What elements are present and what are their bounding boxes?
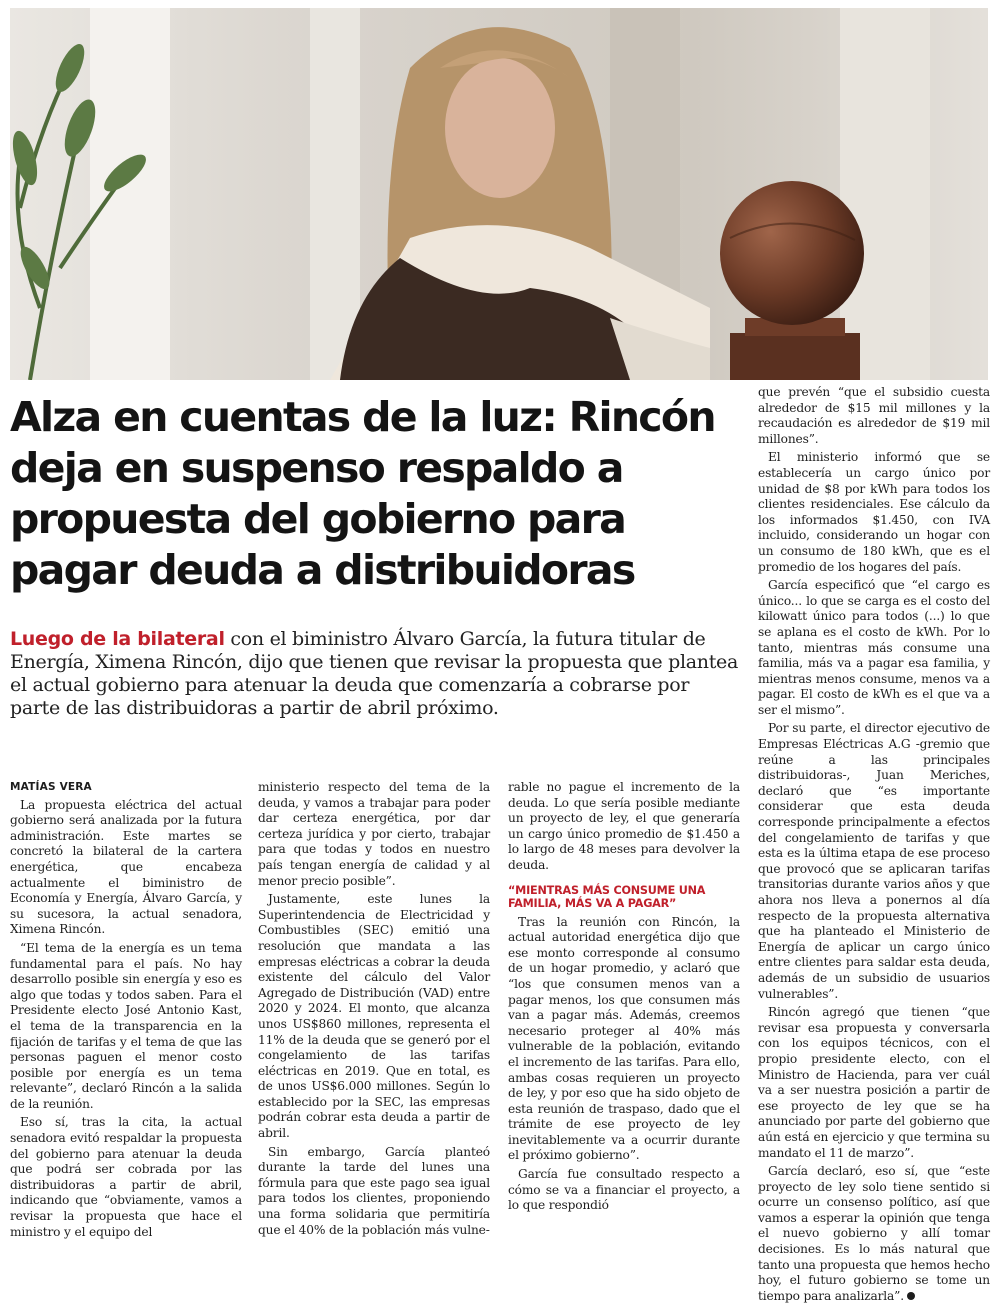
paragraph-text: García declaró, eso sí, que “este proyecto de ley solo tiene sentido si ocurre un consenso político, así que vamos a esperar la opinión que tenga el nuevo gobierno y allí tomar decisiones. Es lo más natural que tanto una propuesta que hemos hecho hoy, el futuro gobierno se tome un tiempo para analizarla”. (758, 1164, 990, 1303)
paragraph (758, 1164, 990, 1304)
lead-paragraph (10, 628, 740, 720)
lead-kicker: Luego de la bilateral (10, 628, 225, 650)
paragraph: Tras la reunión con Rincón, la actual autoridad energética dijo que ese monto corresponde al consumo de un hogar promedio, y aclaró que “los que consumen menos van a pagar menos, los que consumen más van a pagar más. Además, creemos necesario proteger al 40% más vulnerable de la población, evitando el incremento de las tarifas. Para ello, ambas cosas requieren un proyecto de ley, y por eso que ha sido objeto de esta reunión de traspaso, dado que el trámite de ese proyecto de ley inevitablemente va a ocurrir durante el próximo gobierno”. (508, 914, 740, 1163)
paragraph: El ministerio informó que se establecería un cargo único por unidad de $8 por kWh para todos los clientes residenciales. Ese cálculo da los informados $1.450, con IVA incluido, considerando un hogar con un consumo de 180 kWh, que es el promedio de los hogares del país. (758, 450, 990, 574)
lead-text: con el biministro Álvaro García, la futura titular de Energía, Ximena Rincón, dijo que tienen que revisar la propuesta que plantea el actual gobierno para atenuar la deuda que comenzaría a cobrarse por parte de las distribuidoras a partir de abril próximo. (10, 628, 739, 719)
paragraph: ministerio respecto del tema de la deuda, y vamos a trabajar para poder dar certeza energética, por dar certeza jurídica y por cierto, trabajar para que todas y todos en nuestro país tengan energía de calidad y al menor precio posible”. (258, 780, 490, 888)
paragraph: Justamente, este lunes la Superintendencia de Electricidad y Combustibles (SEC) emitió una resolución que mandata a las empresas eléctricas a cobrar la deuda existente del cálculo del Valor Agregado de Distribución (VAD) entre 2020 y 2024. El monto, que alcanza unos US$860 millones, representa el 11% de la deuda que se generó por el congelamiento de las tarifas eléctricas en 2019. Que en total, es de unos US$6.000 millones. Según lo establecido por la SEC, las empresas podrán cobrar esta deuda a partir de abril. (258, 892, 490, 1141)
article-column-1 (10, 780, 242, 1243)
paragraph: “El tema de la energía es un tema fundamental para el país. No hay desarrollo posible sin energía y eso es algo que todas y todos saben. Para el Presidente electo José Antonio Kast, el tema de la transparencia en la fijación de tarifas y el tema de que las personas paguen el menor costo posible por energía es un tema relevante”, declaró Rincón a la salida de la reunión. (10, 940, 242, 1111)
paragraph: Sin embargo, García planteó durante la tarde del lunes una fórmula para que este pago sea igual para todos los clientes, proponiendo una forma solidaria que permitiría que el 40% de la población más vulne- (258, 1144, 490, 1237)
article-column-3 (508, 780, 740, 1217)
paragraph: Eso sí, tras la cita, la actual senadora evitó respaldar la propuesta del gobierno para atenuar la deuda que podrá ser cobrada por las distribuidoras a partir de abril, indicando que “obviamente, vamos a revisar la propuesta que hace el ministro y el equipo del (10, 1115, 242, 1239)
headline: Alza en cuentas de la luz: Rincón deja en suspenso respaldo a propuesta del gobierno para pagar deuda a distribuidoras (10, 393, 715, 594)
paragraph: La propuesta eléctrica del actual gobierno será analizada por la futura administración. Este martes se concretó la bilateral de la cartera energética, que encabeza actualmente el biministro de Economía y Energía, Álvaro García, y su sucesora, la actual senadora, Ximena Rincón. (10, 797, 242, 937)
paragraph: que prevén “que el subsidio cuesta alrededor de $15 mil millones y la recaudación es alrededor de $19 mil millones”. (758, 385, 990, 446)
article-column-2 (258, 780, 490, 1241)
paragraph: García especificó que “el cargo es único... lo que se carga es el costo del kilowatt único para todos (...) lo que se aplana es el costo de kWh. Por lo tanto, mientras más consume una familia, más va a pagar esa familia, y mientras menos consume, menos va a pagar. El costo de kWh es el que va a ser el mismo”. (758, 578, 990, 717)
paragraph: García fue consultado respecto a cómo se va a financiar el proyecto, a lo que respondió (508, 1167, 740, 1213)
article-column-4 (758, 385, 990, 1307)
end-mark-icon (907, 1292, 915, 1300)
paragraph: rable no pague el incremento de la deuda. Lo que sería posible mediante un proyecto de ley, el que generaría un cargo único promedio de $1.450 a lo largo de 48 meses para devolver la deuda. (508, 780, 740, 872)
article-photo (10, 8, 988, 380)
byline: MATÍAS VERA (10, 781, 92, 793)
section-subhead: “MIENTRAS MÁS CONSUME UNA FAMILIA, MÁS VA A PAGAR” (508, 883, 706, 911)
paragraph: Por su parte, el director ejecutivo de Empresas Eléctricas A.G -gremio que reúne a las principales distribuidoras-, Juan Meriches, declaró que “es importante considerar que esta deuda corresponde principalmente a efectos del congelamiento de tarifas y que esta es la última etapa de ese proceso que provocó que se aplicaran tarifas transitorias durante varios años y que ahora nos lleva a ponernos al día respecto de la propuesta alternativa que ha planteado el Ministerio de Energía de aplicar un cargo único entre clientes para saldar esta deuda, además de un subsidio de usuarios vulnerables”. (758, 721, 990, 1001)
paragraph: Rincón agregó que tienen “que revisar esa propuesta y conversarla con los equipos técnicos, con el propio presidente electo, con el Ministro de Hacienda, para ver cuál va a ser nuestra posición a partir de ese proyecto de ley que se ha anunciado por parte del gobierno que aún está en ejercicio y que termina su mandato el 11 de marzo”. (758, 1005, 990, 1160)
